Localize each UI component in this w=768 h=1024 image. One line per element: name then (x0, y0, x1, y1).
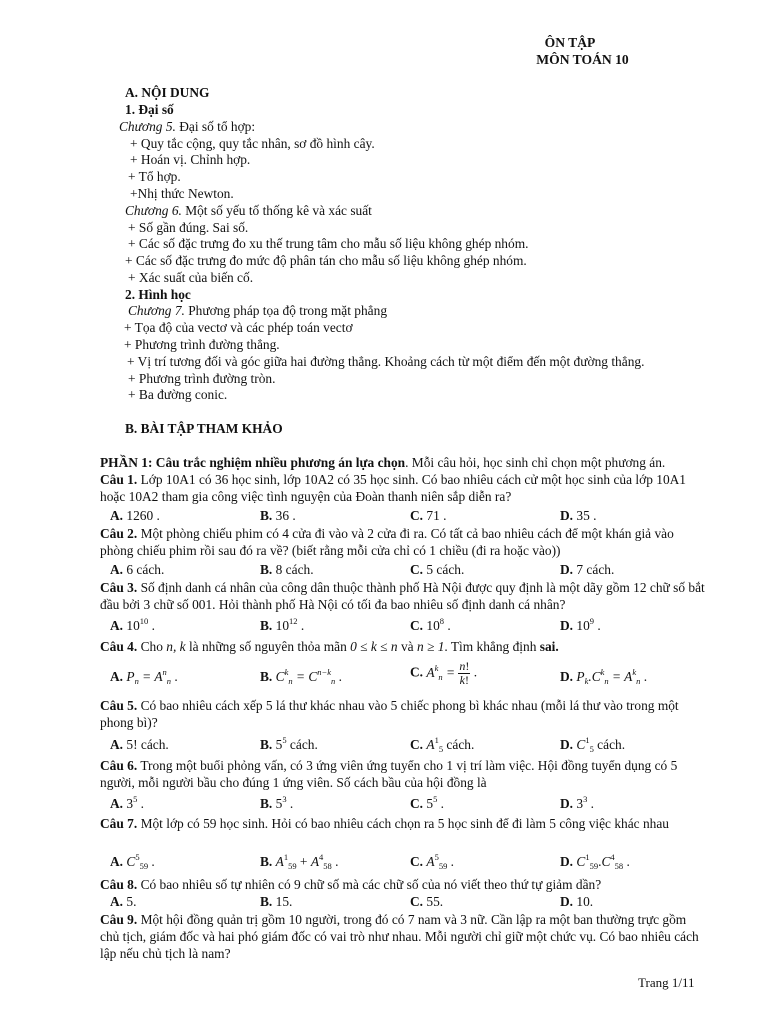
option-c[interactable]: C. $5^5$ . (410, 794, 445, 811)
chapter-7-item: + Vị trí tương đối và góc giữa hai đường thẳng. Khoảng cách từ một điểm đến một đường thẳng. (127, 354, 645, 369)
option-c[interactable]: C. $10^8$ . (410, 616, 451, 633)
option-b[interactable]: B. $C^k_n = C^{n-k}_n$ . (260, 667, 342, 686)
question-9-text: Câu 9. Một hội đồng quản trị gồm 10 người, trong đó có 7 nam và 3 nữ. Cần lập ra một ban thường trực gồm chủ tịch, giám đốc và hai phó giám đốc có vai trò như nhau. Mỗi người chỉ giữ một chức vụ. Có bao nhiêu cách lập nếu chủ tịch là nam? (100, 912, 699, 961)
question-8-options (110, 893, 710, 910)
option-c[interactable]: C. 55. (410, 894, 444, 909)
header-subject: MÔN TOÁN 10 (536, 52, 629, 67)
option-c[interactable]: C. $A^k_n$ = $\frac{n!}{k!}$ . (410, 659, 478, 687)
option-d[interactable]: D. 35 . (560, 508, 597, 523)
question-5-text: Câu 5. Có bao nhiêu cách xếp 5 lá thư khác nhau vào 5 chiếc phong bì khác nhau (mỗi lá thư vào trong một phong bì)? (100, 698, 679, 730)
question-4-text: Câu 4. Cho n, k là những số nguyên thỏa mãn 0 ≤ k ≤ n và n ≥ 1. Tìm khẳng định sai. (100, 639, 559, 654)
chapter-5-item: +Nhị thức Newton. (130, 186, 234, 201)
option-d[interactable]: D. $P_k.C^k_n = A^k_n$ . (560, 667, 648, 686)
question-2-options (110, 561, 710, 578)
option-a[interactable]: A. 1260 . (110, 508, 160, 523)
section-b-title: B. BÀI TẬP THAM KHẢO (125, 421, 283, 436)
option-d[interactable]: D. $C^1_{59}.C^4_{58}$ . (560, 852, 630, 871)
chapter-5-item: + Hoán vị. Chỉnh hợp. (130, 152, 251, 167)
option-d[interactable]: D. $3^3$ . (560, 794, 595, 811)
option-a[interactable]: A. $10^{10}$ . (110, 616, 155, 633)
chapter-6-item: + Xác suất của biến cố. (128, 270, 254, 285)
option-d[interactable]: D. 10. (560, 894, 594, 909)
option-c[interactable]: C. 5 cách. (410, 562, 465, 577)
question-3-text: Câu 3. Số định danh cá nhân của công dân thuộc thành phố Hà Nội được quy định là một dãy gồm 12 chữ số bắt đầu bởi 3 chữ số 001. Hỏi thành phố Hà Nội có tối đa bao nhiêu số định danh cá nhân? (100, 580, 705, 612)
option-b[interactable]: B. $5^3$ . (260, 794, 294, 811)
algebra-title: 1. Đại số (125, 102, 174, 117)
option-a[interactable]: A. $P_n = A^n_n$ . (110, 667, 178, 686)
chapter-7-item: + Phương trình đường thẳng. (124, 337, 280, 352)
question-8-text: Câu 8. Có bao nhiêu số tự nhiên có 9 chữ số mà các chữ số của nó viết theo thứ tự giảm dần? (100, 877, 602, 892)
option-a[interactable]: A. 5! cách. (110, 737, 169, 752)
chapter-6-item: + Các số đặc trưng đo mức độ phân tán cho mẫu số liệu không ghép nhóm. (125, 253, 527, 268)
geometry-title: 2. Hình học (125, 287, 191, 302)
option-a[interactable]: A. 5. (110, 894, 137, 909)
option-d[interactable]: D. $C^1_5$ cách. (560, 735, 626, 754)
question-2-text: Câu 2. Một phòng chiếu phim có 4 cửa đi vào và 2 cửa đi ra. Có tất cả bao nhiêu cách để một khán giả vào phòng chiếu phim rồi sau đó ra về? (biết rằng mỗi cửa chỉ có 1 chiều (đi ra hoặc vào)) (100, 526, 674, 558)
chapter-6-item: + Các số đặc trưng đo xu thế trung tâm cho mẫu số liệu không ghép nhóm. (128, 236, 529, 251)
option-a[interactable]: A. $C^5_{59}$ . (110, 852, 155, 871)
chapter-7-item: + Phương trình đường tròn. (128, 371, 276, 386)
option-b[interactable]: B. $A^1_{59} + A^4_{58}$ . (260, 852, 339, 871)
option-b[interactable]: B. 36 . (260, 508, 296, 523)
option-a[interactable]: A. $3^5$ . (110, 794, 145, 811)
question-6-text: Câu 6. Trong một buổi phỏng vấn, có 3 ứng viên ứng tuyển cho 1 vị trí làm việc. Hội đồng tuyển dụng có 5 người, mỗi người bầu cho đúng 1 ứng viên. Số cách bầu của hội đồng là (100, 758, 678, 790)
option-c[interactable]: C. $A^1_5$ cách. (410, 735, 475, 754)
option-b[interactable]: B. 8 cách. (260, 562, 314, 577)
part-1-heading: PHẦN 1: Câu trắc nghiệm nhiều phương án lựa chọn. Mỗi câu hỏi, học sinh chỉ chọn một phương án. (100, 455, 666, 470)
chapter-6-item: + Số gần đúng. Sai số. (128, 220, 249, 235)
question-1-options (110, 507, 710, 524)
option-b[interactable]: B. $10^{12}$ . (260, 616, 305, 633)
option-b[interactable]: B. 15. (260, 894, 293, 909)
question-4-options (110, 659, 710, 690)
option-d[interactable]: D. 7 cách. (560, 562, 615, 577)
question-5-options (110, 736, 710, 753)
option-c[interactable]: C. 71 . (410, 508, 447, 523)
option-a[interactable]: A. 6 cách. (110, 562, 165, 577)
option-b[interactable]: B. $5^5$ cách. (260, 735, 318, 752)
chapter-5-item: + Tổ hợp. (128, 169, 181, 184)
question-1-text: Câu 1. Lớp 10A1 có 36 học sinh, lớp 10A2 có 35 học sinh. Có bao nhiêu cách cử một học sinh của lớp 10A1 hoặc 10A2 tham gia công việc tình nguyện của Đoàn thanh niên sắp diễn ra? (100, 472, 687, 504)
question-7-text: Câu 7. Một lớp có 59 học sinh. Hỏi có bao nhiêu cách chọn ra 5 học sinh để đi làm 5 công việc khác nhau (100, 816, 669, 831)
chapter-7-item: + Ba đường conic. (128, 387, 228, 402)
page-number: Trang 1/11 (638, 975, 695, 990)
header-title: ÔN TẬP (544, 35, 596, 50)
option-d[interactable]: D. $10^9$ . (560, 616, 601, 633)
chapter-7-item: + Tọa độ của vectơ và các phép toán vectơ (124, 320, 353, 335)
chapter-6-line: Chương 6. Một số yếu tố thống kê và xác suất (125, 203, 372, 218)
option-c[interactable]: C. $A^5_{59}$ . (410, 852, 455, 871)
question-3-options (110, 617, 710, 634)
chapter-7-line: Chương 7. Phương pháp tọa độ trong mặt phẳng (128, 303, 388, 318)
question-7-options (110, 853, 710, 870)
question-6-options (110, 795, 710, 812)
chapter-5-line: Chương 5. Đại số tổ hợp: (119, 119, 256, 134)
section-a-title: A. NỘI DUNG (125, 85, 210, 100)
chapter-5-item: + Quy tắc cộng, quy tắc nhân, sơ đồ hình cây. (130, 136, 375, 151)
